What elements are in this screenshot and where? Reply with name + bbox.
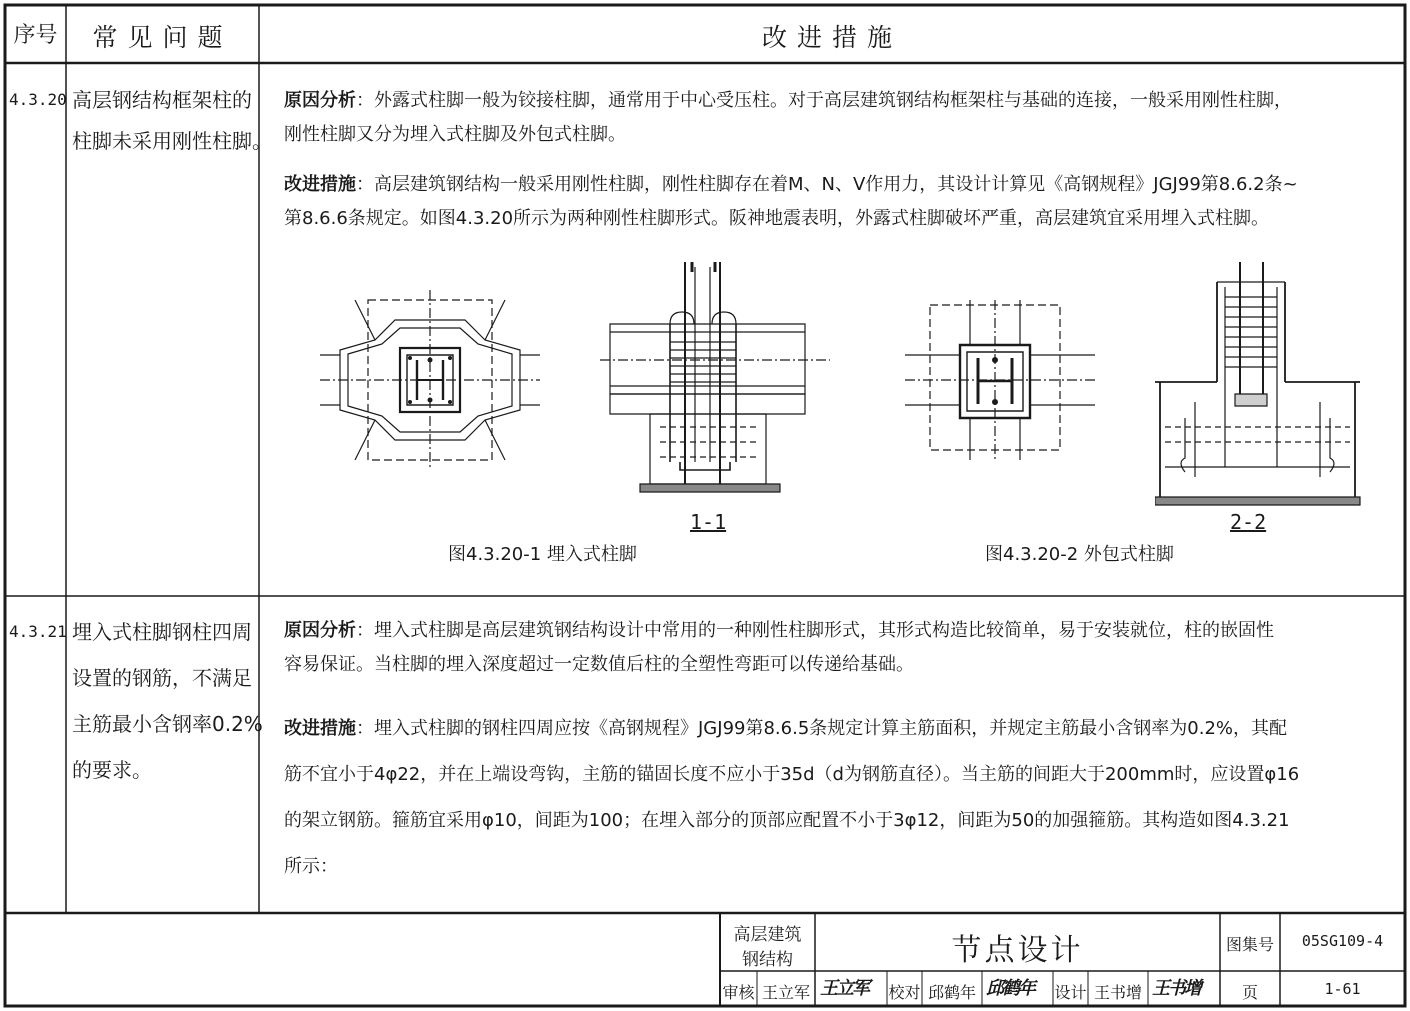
checker-signature: 邱鹤年	[986, 978, 1034, 999]
section-label: 1-1	[690, 510, 727, 534]
checker-name: 邱鹤年	[927, 983, 976, 1002]
improvement-measure-paragraph	[284, 706, 1396, 890]
drawing-title: 节点设计	[951, 933, 1084, 968]
paragraph-line: 刚性柱脚又分为埋入式柱脚及外包式柱脚。	[284, 124, 626, 145]
cause-analysis-paragraph	[284, 614, 1396, 682]
paragraph-line: ：埋入式柱脚的钢柱四周应按《高钢规程》JGJ99第8.6.5条规定计算主筋面积，并规定主筋最小含钢率为0.2%，其配	[356, 718, 1287, 739]
header-improvement-measures: 改进措施	[761, 23, 902, 52]
header-common-problems: 常见问题	[92, 23, 233, 52]
problem-line: 设置的钢筋，不满足	[72, 666, 252, 690]
designer-signature: 王书增	[1152, 978, 1200, 999]
improvement-measure-paragraph	[284, 168, 1396, 236]
paragraph-line: ：埋入式柱脚是高层建筑钢结构设计中常用的一种刚性柱脚形式，其形式构造比较简单，易于安装就位，柱的嵌固性	[356, 620, 1274, 641]
improvement-measure-label: 改进措施	[284, 718, 356, 739]
encased-base-plan-drawing	[905, 300, 1095, 460]
paragraph-line: 的架立钢筋。箍筋宜采用φ10，间距为100；在埋入部分的顶部应配置不小于3φ12，间距为50的加强箍筋。其构造如图4.3.21	[284, 810, 1290, 831]
paragraph-line: 第8.6.6条规定。如图4.3.20所示为两种刚性柱脚形式。阪神地震表明，外露式柱脚破坏严重，高层建筑宜采用埋入式柱脚。	[284, 208, 1270, 229]
embedded-base-plan-drawing	[300, 280, 560, 480]
problem-line: 的要求。	[72, 758, 152, 782]
problem-line: 柱脚未采用刚性柱脚。	[72, 129, 272, 153]
paragraph-line: ：高层建筑钢结构一般采用刚性柱脚，刚性柱脚存在着M、N、V作用力，其设计计算见《高钢规程》JGJ99第8.6.2条~	[356, 174, 1298, 195]
row-number: 4.3.21	[9, 622, 67, 641]
category-line: 钢结构	[742, 950, 793, 970]
section-label: 2-2	[1230, 510, 1267, 534]
category-line: 高层建筑	[733, 925, 802, 945]
review-label: 审核	[722, 983, 755, 1002]
designer-name: 王书增	[1093, 983, 1142, 1002]
problem-line: 高层钢结构框架柱的	[72, 88, 252, 112]
embedded-base-section-drawing	[600, 262, 830, 502]
reviewer-signature: 王立军	[820, 978, 868, 999]
encased-base-section-drawing	[1155, 262, 1365, 507]
paragraph-line: 容易保证。当柱脚的埋入深度超过一定数值后柱的全塑性弯距可以传递给基础。	[284, 654, 914, 675]
page-label: 页	[1241, 983, 1258, 1002]
problem-line: 埋入式柱脚钢柱四周	[72, 620, 252, 644]
paragraph-line: 所示：	[284, 856, 338, 877]
design-label: 设计	[1054, 983, 1087, 1002]
cause-analysis-label: 原因分析	[284, 620, 356, 641]
check-label: 校对	[888, 983, 921, 1002]
cause-analysis-label: 原因分析	[284, 90, 356, 111]
header-serial-number: 序号	[13, 23, 58, 48]
row-number: 4.3.20	[9, 90, 67, 109]
figure-caption: 图4.3.20-1 埋入式柱脚	[448, 544, 637, 565]
page-number: 1-61	[1324, 980, 1361, 998]
problem-line: 主筋最小含钢率0.2%	[72, 712, 263, 736]
atlas-label: 图集号	[1225, 935, 1274, 954]
cause-analysis-paragraph	[284, 84, 1396, 152]
paragraph-line: 筋不宜小于4φ22，并在上端设弯钩，主筋的锚固长度不应小于35d（d为钢筋直径）。当主筋的间距大于200mm时，应设置φ16	[284, 764, 1300, 785]
paragraph-line: ：外露式柱脚一般为铰接柱脚，通常用于中心受压柱。对于高层建筑钢结构框架柱与基础的连接，一般采用刚性柱脚，	[356, 90, 1292, 111]
reviewer-name: 王立军	[761, 983, 810, 1002]
atlas-number: 05SG109-4	[1301, 932, 1384, 950]
figure-caption: 图4.3.20-2 外包式柱脚	[985, 544, 1174, 565]
improvement-measure-label: 改进措施	[284, 174, 356, 195]
